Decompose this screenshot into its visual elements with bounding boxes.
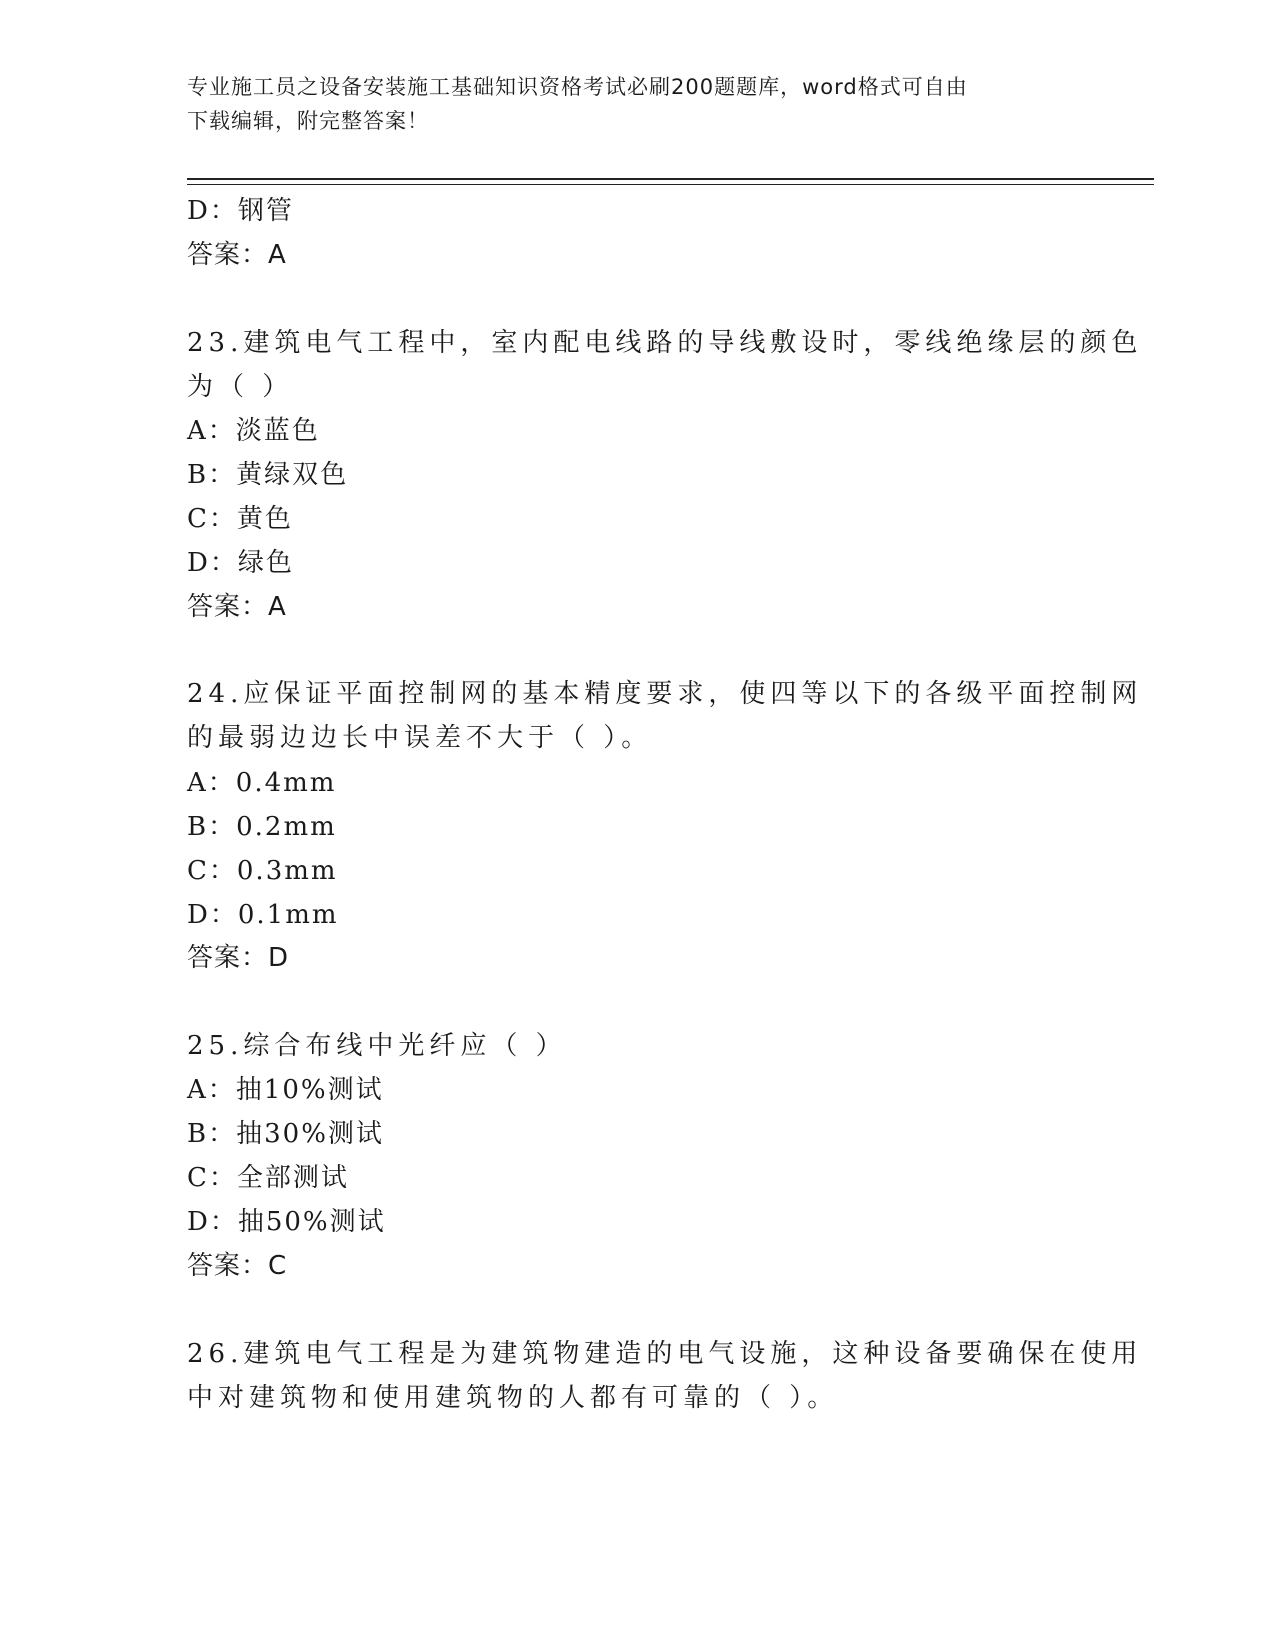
q23-stem-line-2: 为（ ） <box>187 372 294 402</box>
q25-stem-line-1: 25.综合布线中光纤应（ ） <box>187 1031 567 1061</box>
prev-answer: 答案：A <box>187 240 287 270</box>
q24-stem-line-1: 24.应保证平面控制网的基本精度要求，使四等以下的各级平面控制网 <box>187 679 1143 709</box>
q26-stem-line-1: 26.建筑电气工程是为建筑物建造的电气设施，这种设备要确保在使用 <box>187 1339 1143 1369</box>
header-line-2: 下载编辑，附完整答案！ <box>187 109 429 133</box>
q24-stem-line-2: 的最弱边边长中误差不大于（ ）。 <box>187 723 653 753</box>
q23-option-c: C：黄色 <box>187 504 293 534</box>
q26-stem-line-2: 中对建筑物和使用建筑物的人都有可靠的（ ）。 <box>187 1383 839 1413</box>
q25-option-b: B：抽30%测试 <box>187 1119 384 1149</box>
q24-option-d: D：0.1mm <box>187 900 339 930</box>
q25-option-a: A：抽10%测试 <box>187 1075 384 1105</box>
q23-option-a: A：淡蓝色 <box>187 416 320 446</box>
q23-answer: 答案：A <box>187 592 287 622</box>
header-divider-thin <box>187 184 1154 185</box>
q25-answer: 答案：C <box>187 1251 288 1281</box>
q24-option-a: A：0.4mm <box>187 768 337 798</box>
q23-stem-line-1: 23.建筑电气工程中，室内配电线路的导线敷设时，零线绝缘层的颜色 <box>187 328 1143 358</box>
q23-option-d: D：绿色 <box>187 548 294 578</box>
header-divider-thick <box>187 178 1154 180</box>
q23-option-b: B：黄绿双色 <box>187 460 349 490</box>
q25-option-c: C：全部测试 <box>187 1163 349 1193</box>
q24-answer: 答案：D <box>187 943 290 973</box>
prev-option-d: D：钢管 <box>187 196 294 226</box>
q25-option-d: D：抽50%测试 <box>187 1207 386 1237</box>
document-header <box>187 70 1067 138</box>
q24-option-b: B：0.2mm <box>187 812 337 842</box>
q24-option-c: C：0.3mm <box>187 856 338 886</box>
header-line-1: 专业施工员之设备安装施工基础知识资格考试必刷200题题库，word格式可自由 <box>187 75 968 99</box>
